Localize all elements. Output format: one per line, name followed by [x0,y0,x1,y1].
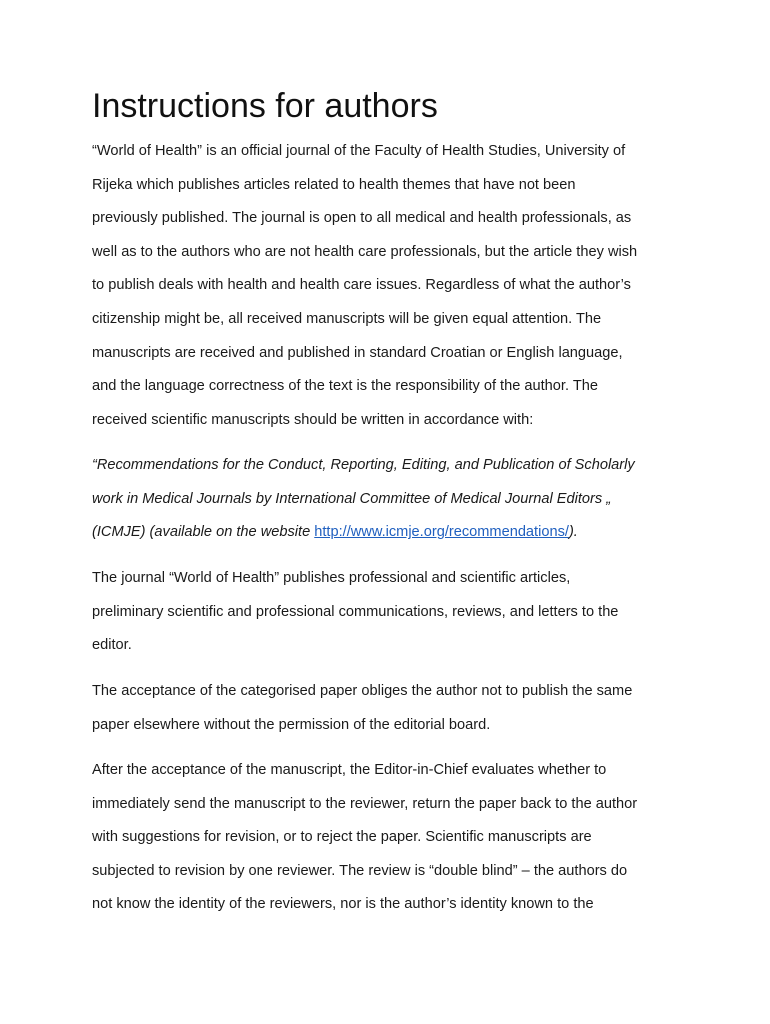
text-line: previously published. The journal is open to all medical and health professionals, as [92,210,632,227]
text-line: paper elsewhere without the permission of the editorial board. [92,716,491,733]
text-line: not know the identity of the reviewers, nor is the author’s identity known to the [92,896,594,913]
text-line: to publish deals with health and health care issues. Regardless of what the author’s [92,277,631,294]
text-line: preliminary scientific and professional communications, reviews, and letters to the [92,603,619,620]
text-line: with suggestions for revision, or to reject the paper. Scientific manuscripts are [92,829,592,846]
page-title: Instructions for authors [92,87,438,125]
text-line: work in Medical Journals by International Committee of Medical Journal Editors „ [92,490,612,507]
text-line: well as to the authors who are not health care professionals, but the article they wish [92,243,638,260]
text-line: Rijeka which publishes articles related to health themes that have not been [92,176,576,193]
text-line: The journal “World of Health” publishes professional and scientific articles, [92,570,571,586]
text-line: received scientific manuscripts should be written in accordance with: [92,411,534,428]
paragraph-recommendations [92,449,682,550]
text-line-with-link [92,516,682,550]
paragraph-acceptance [92,675,682,742]
text-line: “World of Health” is an official journal of the Faculty of Health Studies, University of [92,143,626,159]
closing-text: ). [568,524,578,541]
paragraph-review-process [92,754,682,922]
text-line: manuscripts are received and published in standard Croatian or English language, [92,344,623,361]
text-line: immediately send the manuscript to the reviewer, return the paper back to the author [92,795,638,812]
paragraph-intro [92,135,682,437]
text-line: The acceptance of the categorised paper obliges the author not to publish the same [92,683,633,699]
icmje-link[interactable]: http://www.icmje.org/recommendations/ [314,524,569,541]
text-line: After the acceptance of the manuscript, the Editor-in-Chief evaluates whether to [92,762,607,778]
text-line: subjected to revision by one reviewer. The review is “double blind” – the authors do [92,862,628,879]
text-line: and the language correctness of the text is the responsibility of the author. The [92,378,598,395]
text-line: citizenship might be, all received manuscripts will be given equal attention. The [92,310,602,327]
text-line: editor. [92,637,132,654]
paragraph-article-types [92,562,682,663]
text-line: “Recommendations for the Conduct, Reporting, Editing, and Publication of Scholarly [92,457,635,473]
icmje-text: (ICMJE) (available on the website [92,524,315,541]
